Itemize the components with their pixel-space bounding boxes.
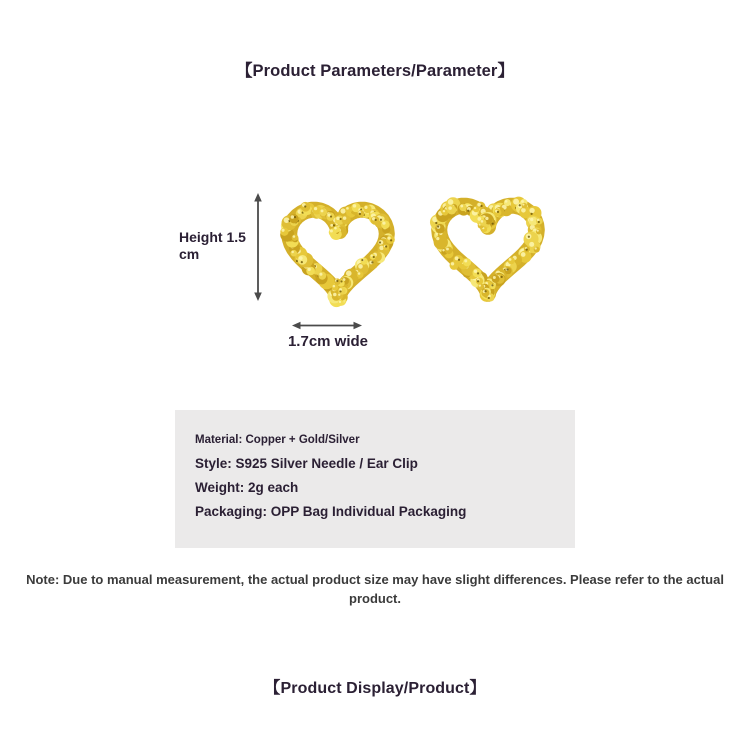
measurement-note: Note: Due to manual measurement, the actual product size may have slight differences. Please refer to the actual product.	[26, 572, 724, 606]
earring-left-image	[263, 183, 413, 318]
width-dimension-label: 1.7cm wide	[287, 333, 369, 350]
width-measure-arrow-icon	[292, 319, 362, 332]
spec-material: Material: Copper + Gold/Silver	[195, 434, 360, 446]
height-dimension-label: Height 1.5 cm	[179, 229, 246, 262]
spec-style: Style: S925 Silver Needle / Ear Clip	[195, 456, 418, 471]
spec-box	[175, 410, 575, 548]
parameters-section-title: 【Product Parameters/Parameter】	[235, 62, 515, 80]
display-section-title: 【Product Display/Product】	[264, 680, 486, 697]
earring-right-image	[413, 179, 563, 314]
spec-weight: Weight: 2g each	[195, 480, 299, 495]
spec-packaging: Packaging: OPP Bag Individual Packaging	[195, 504, 467, 519]
